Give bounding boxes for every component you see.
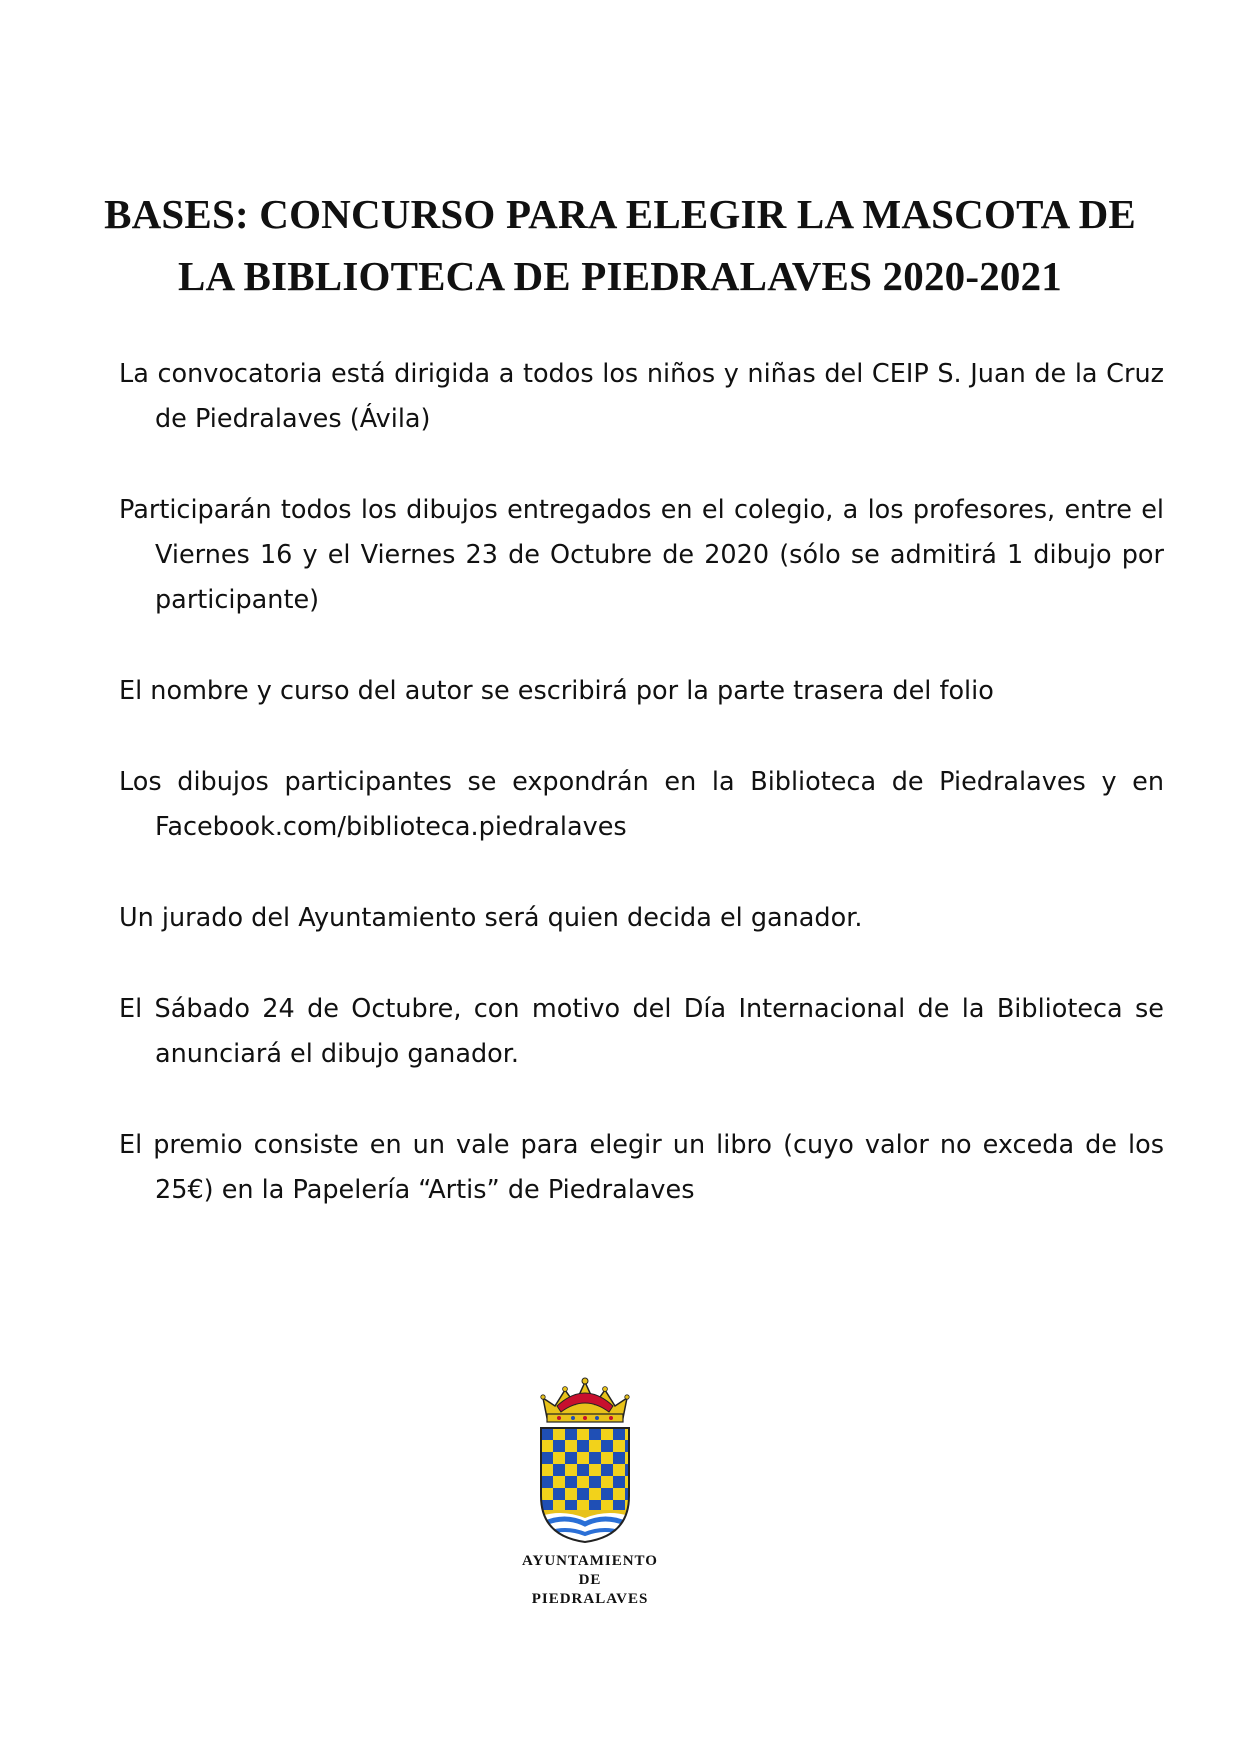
rule-paragraph-eligibility: La convocatoria está dirigida a todos los niños y niñas del CEIP S. Juan de la Cruz de Piedralaves (Ávila) [119,359,1164,434]
caption-line-2: DE [578,1572,602,1588]
title-line-2: LA BIBLIOTECA DE PIEDRALAVES 2020-2021 [178,253,1062,299]
crest-caption [480,1552,700,1609]
caption-line-3: PIEDRALAVES [531,1591,649,1607]
coat-of-arms-icon [535,1376,635,1546]
rule-paragraph-prize: El premio consiste en un vale para elegir un libro (cuyo valor no exceda de los 25€) en la Papelería “Artis” de Piedralaves [119,1130,1164,1205]
crown-icon [541,1378,629,1422]
rules-list [119,352,1164,1259]
shield-icon [535,1428,635,1546]
rule-paragraph-submission: Participarán todos los dibujos entregados en el colegio, a los profesores, entre el Viernes 16 y el Viernes 23 de Octubre de 2020 (sólo se admitirá 1 dibujo por participante) [119,495,1164,615]
title-line-1: BASES: CONCURSO PARA ELEGIR LA MASCOTA DE [104,191,1136,237]
rule-paragraph-announcement: El Sábado 24 de Octubre, con motivo del Día Internacional de la Biblioteca se anunciará el dibujo ganador. [119,994,1164,1069]
document-title [60,183,1180,307]
caption-line-1: AYUNTAMIENTO [522,1553,658,1569]
rule-paragraph-jury: Un jurado del Ayuntamiento será quien decida el ganador. [119,903,863,933]
rule-paragraph-author-name: El nombre y curso del autor se escribirá por la parte trasera del folio [119,676,994,706]
rule-paragraph-exhibition: Los dibujos participantes se expondrán en la Biblioteca de Piedralaves y en Facebook.com/biblioteca.piedralaves [119,767,1164,842]
